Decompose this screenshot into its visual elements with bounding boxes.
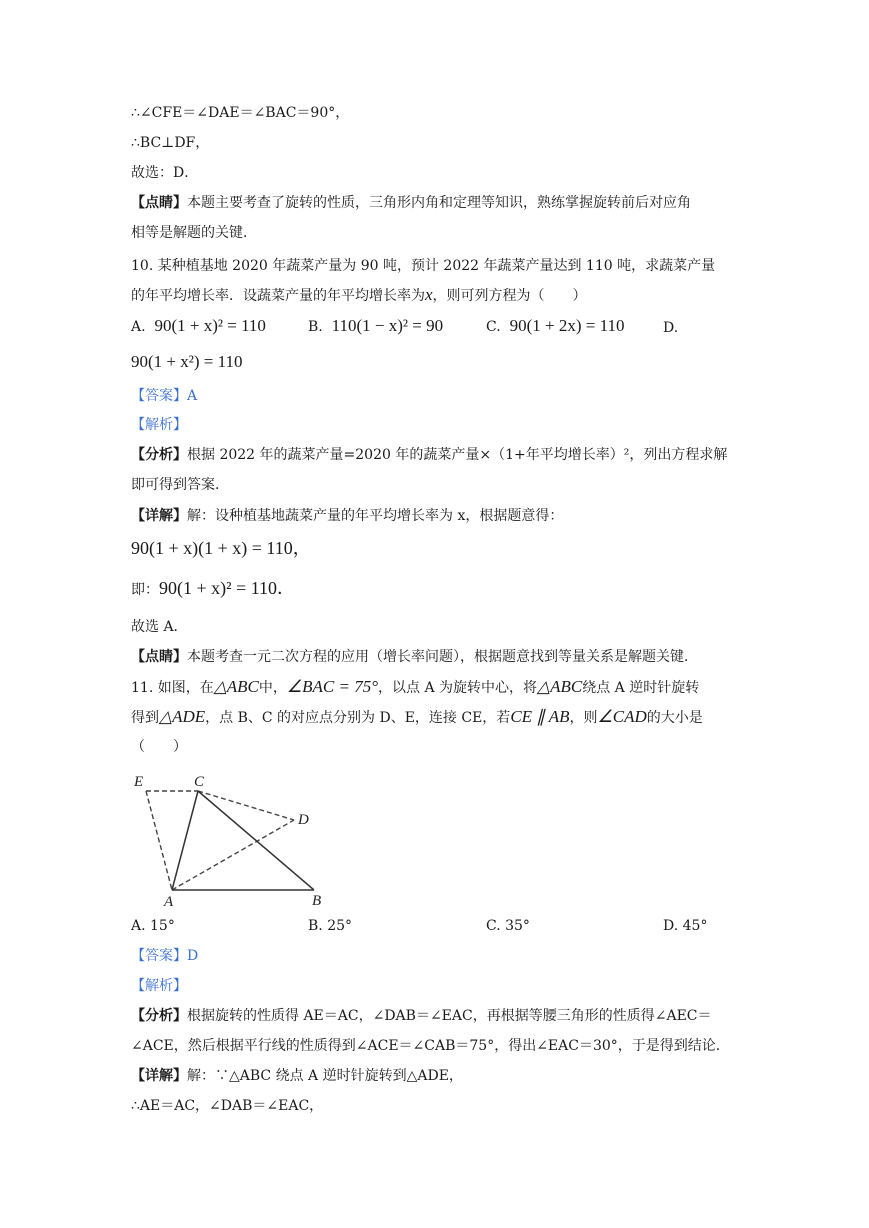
q11-tri-ade: △ADE xyxy=(159,707,206,726)
q10-option-d-label-line: D. xyxy=(663,320,679,336)
q10-option-a-expr: 90(1 + x)² = 110 xyxy=(154,316,266,335)
label-e: E xyxy=(134,774,144,790)
segment-ea xyxy=(146,791,172,890)
comment-text: 本题主要考查了旋转的性质，三角形内角和定理等知识，熟练掌握旋转前后对应角 xyxy=(187,195,691,211)
q11-t5: 得到 xyxy=(131,710,159,726)
detail-10 xyxy=(131,506,563,526)
detail-11-tag: 【详解】 xyxy=(131,1068,187,1084)
equation-2 xyxy=(131,578,295,600)
line-conclusion-angles: ∴∠CFE＝∠DAE＝∠BAC＝90°， xyxy=(131,105,350,121)
q10-text-b: ，则可列方程为（ ） xyxy=(432,288,587,304)
q11-parallel: CE ∥ AB xyxy=(510,707,570,726)
q10-option-a xyxy=(131,316,266,337)
q10-option-b-label: B. xyxy=(308,319,323,335)
segment-ac xyxy=(172,791,198,890)
q11-angle-cad: ∠CAD xyxy=(597,707,647,726)
analysis-11-cont: ∠ACE，然后根据平行线的性质得到∠ACE＝∠CAB＝75°，得出∠EAC＝30°，于是得到结论． xyxy=(131,1038,730,1054)
detail-11-text: 解：∵△ABC 绕点 A 逆时针旋转到△ADE， xyxy=(187,1068,463,1084)
comment-10-tag: 【点睛】 xyxy=(131,649,187,665)
q11-t3: ，以点 A 为旋转中心，将 xyxy=(378,680,538,696)
line-comment-9-cont: 相等是解题的关键． xyxy=(131,225,257,241)
question-10-line-2 xyxy=(131,285,587,306)
analysis-heading-11: 【解析】 xyxy=(131,978,187,994)
label-c: C xyxy=(194,774,205,790)
segment-ed xyxy=(198,791,294,820)
analysis-10 xyxy=(131,445,727,465)
comment-tag: 【点睛】 xyxy=(131,195,187,211)
analysis-10-cont: 即可得到答案． xyxy=(131,477,229,493)
line-choose-d: 故选：D． xyxy=(131,165,199,181)
segment-cb xyxy=(198,791,314,890)
q10-option-c xyxy=(486,316,624,337)
q11-option-c: C. 35° xyxy=(486,918,530,934)
q11-t4: 绕点 A 逆时针旋转 xyxy=(582,680,700,696)
q11-tri-abc-2: △ABC xyxy=(537,677,583,696)
comment-10 xyxy=(131,647,698,667)
label-d: D xyxy=(298,812,309,828)
detail-tag: 【详解】 xyxy=(131,508,187,524)
answer-11: 【答案】D xyxy=(131,948,199,964)
q11-t8: 的大小是 xyxy=(646,710,703,726)
q11-angle-bac: ∠BAC = 75° xyxy=(286,677,379,696)
q10-option-b-expr: 110(1 − x)² = 90 xyxy=(331,316,444,335)
q11-option-b: B. 25° xyxy=(308,918,353,934)
q10-option-c-expr: 90(1 + 2x) = 110 xyxy=(509,316,625,335)
q10-option-b xyxy=(308,316,443,337)
q11-t6: ，点 B、C 的对应点分别为 D、E，连接 CE，若 xyxy=(205,710,511,726)
question-11-line-3: （ ） xyxy=(131,739,187,755)
answer-10: 【答案】A xyxy=(131,388,198,404)
equation-2-expr: 90(1 + x)² = 110． xyxy=(159,578,296,598)
analysis-11 xyxy=(131,1006,712,1026)
line-comment-9 xyxy=(131,193,691,213)
analysis-heading-10: 【解析】 xyxy=(131,417,187,433)
comment-10-text: 本题考查一元二次方程的应用（增长率问题），根据题意找到等量关系是解题关键． xyxy=(187,649,698,665)
equation-1: 90(1 + x)(1 + x) = 110， xyxy=(131,538,311,558)
detail-11-cont: ∴AE＝AC，∠DAB＝∠EAC， xyxy=(131,1098,324,1114)
q11-option-d: D. 45° xyxy=(663,918,708,934)
analysis-11-text: 根据旋转的性质得 AE＝AC，∠DAB＝∠EAC，再根据等腰三角形的性质得∠AEC＝ xyxy=(187,1008,712,1024)
analysis-text: 根据 2022 年的蔬菜产量=2020 年的蔬菜产量×（1+年平均增长率）²，列出方程求解 xyxy=(187,447,728,463)
question-11-line-2 xyxy=(131,707,703,728)
choose-a: 故选 A． xyxy=(131,619,188,635)
q10-text-a: 的年平均增长率．设蔬菜产量的年平均增长率为 xyxy=(131,288,425,304)
detail-11 xyxy=(131,1066,463,1086)
line-conclusion-perpendicular: ∴BC⊥DF， xyxy=(131,135,210,151)
q10-option-a-label: A. xyxy=(131,319,146,335)
q10-option-c-label: C. xyxy=(486,319,501,335)
equation-2-prefix: 即： xyxy=(131,582,159,598)
analysis-11-tag: 【分析】 xyxy=(131,1008,187,1024)
question-11-line-1 xyxy=(131,677,699,698)
segment-ad xyxy=(172,820,294,890)
q10-variable: x xyxy=(425,285,433,304)
q11-t1: 11. 如图，在 xyxy=(131,680,214,696)
question-10-line-1: 10. 某种植基地 2020 年蔬菜产量为 90 吨，预计 2022 年蔬菜产量达到 110 吨，求蔬菜产量 xyxy=(131,258,716,274)
detail-text: 解：设种植基地蔬菜产量的年平均增长率为 x，根据题意得： xyxy=(187,508,564,524)
label-b: B xyxy=(312,893,322,909)
q11-tri-abc: △ABC xyxy=(213,677,259,696)
rotation-figure xyxy=(128,770,328,910)
q11-t2: 中， xyxy=(258,680,287,696)
analysis-tag: 【分析】 xyxy=(131,447,187,463)
q11-t7: ，则 xyxy=(569,710,598,726)
q10-option-d-expr: 90(1 + x²) = 110 xyxy=(131,352,243,371)
q11-option-a: A. 15° xyxy=(131,918,175,934)
label-a: A xyxy=(164,894,174,910)
